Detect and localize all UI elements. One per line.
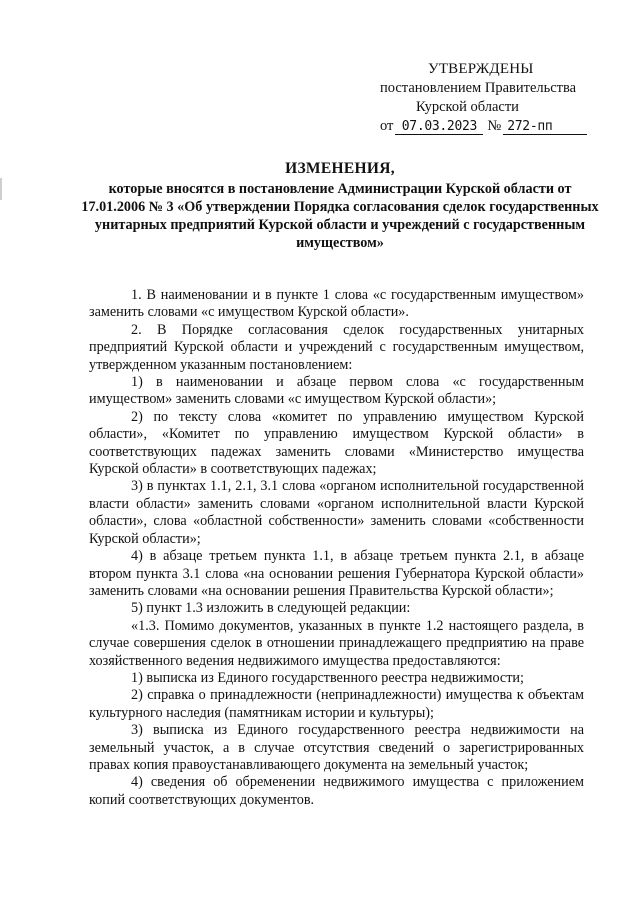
paragraph: 5) пункт 1.3 изложить в следующей редакции: <box>131 600 411 617</box>
document-title-block <box>80 160 600 252</box>
approval-title: УТВЕРЖДЕНЫ <box>428 61 534 77</box>
paragraph: 2) справка о принадлежности (непринадлежности) имущества к объектам культурного наследия (памятникам истории и культуры); <box>89 687 584 721</box>
document-subtitle: которые вносятся в постановление Администрации Курской области от 17.01.2006 № 3 «Об утверждении Порядка согласования сделок государственных унитарных предприятий Курской области и учреждений с государственным имуществом» <box>81 181 599 251</box>
approval-date-number-line <box>380 117 620 136</box>
approval-date: 07.03.2023 <box>395 119 483 135</box>
approval-number: 272-пп <box>503 119 587 135</box>
paragraph: 1) в наименовании и абзаце первом слова «с государственным имуществом» заменить словами «с имуществом Курской области»; <box>89 374 584 408</box>
paragraph: 2) по тексту слова «комитет по управлению имуществом Курской области», «Комитет по управлению имуществом Курской области» в соответствующих падежах заменить словами «Министерство имущества Курской области» в соответствующих падежах; <box>89 408 584 478</box>
paragraph: 4) сведения об обременении недвижимого имущества с приложением копий соответствующих документов. <box>89 774 584 808</box>
paragraph: 1) выписка из Единого государственного реестра недвижимости; <box>131 669 524 686</box>
paragraph: 3) выписка из Единого государственного реестра недвижимости на земельный участок, а в случае отсутствия сведений о зарегистрированных правах копия правоустанавливающего документа на земельный участок; <box>89 722 584 773</box>
paragraph: 4) в абзаце третьем пункта 1.1, в абзаце третьем пункта 2.1, в абзаце втором пункта 3.1 слова «на основании решения Губернатора Курской области» заменить словами «на основании решения Правительства Курской области»; <box>89 548 584 599</box>
from-label: от <box>380 118 394 134</box>
document-body <box>89 287 584 809</box>
approval-decree-line: постановлением Правительства <box>380 80 577 96</box>
paragraph: 1. В наименовании и в пункте 1 слова «с государственным имуществом» заменить словами «с имуществом Курской области». <box>89 287 584 321</box>
paragraph: 3) в пунктах 1.1, 2.1, 3.1 слова «органом исполнительной государственной власти области» заменить словами «органом исполнительной власти Курской области», слова «областной собственности» заменить словами «собственности Курской области»; <box>89 478 584 547</box>
approval-region-line: Курской области <box>416 99 519 115</box>
number-label: № <box>487 118 502 134</box>
scan-edge-mark <box>0 178 2 200</box>
paragraph: «1.3. Помимо документов, указанных в пункте 1.2 настоящего раздела, в случае совершения сделок в отношении принадлежащего предприятию на праве хозяйственного ведения недвижимого имущества предоставляются: <box>89 617 584 669</box>
paragraph: 2. В Порядке согласования сделок государственных унитарных предприятий Курской области и учреждений с государственным имуществом, утвержденном указанным постановлением: <box>89 321 584 373</box>
document-title: ИЗМЕНЕНИЯ, <box>285 160 395 177</box>
approval-block <box>380 60 620 136</box>
